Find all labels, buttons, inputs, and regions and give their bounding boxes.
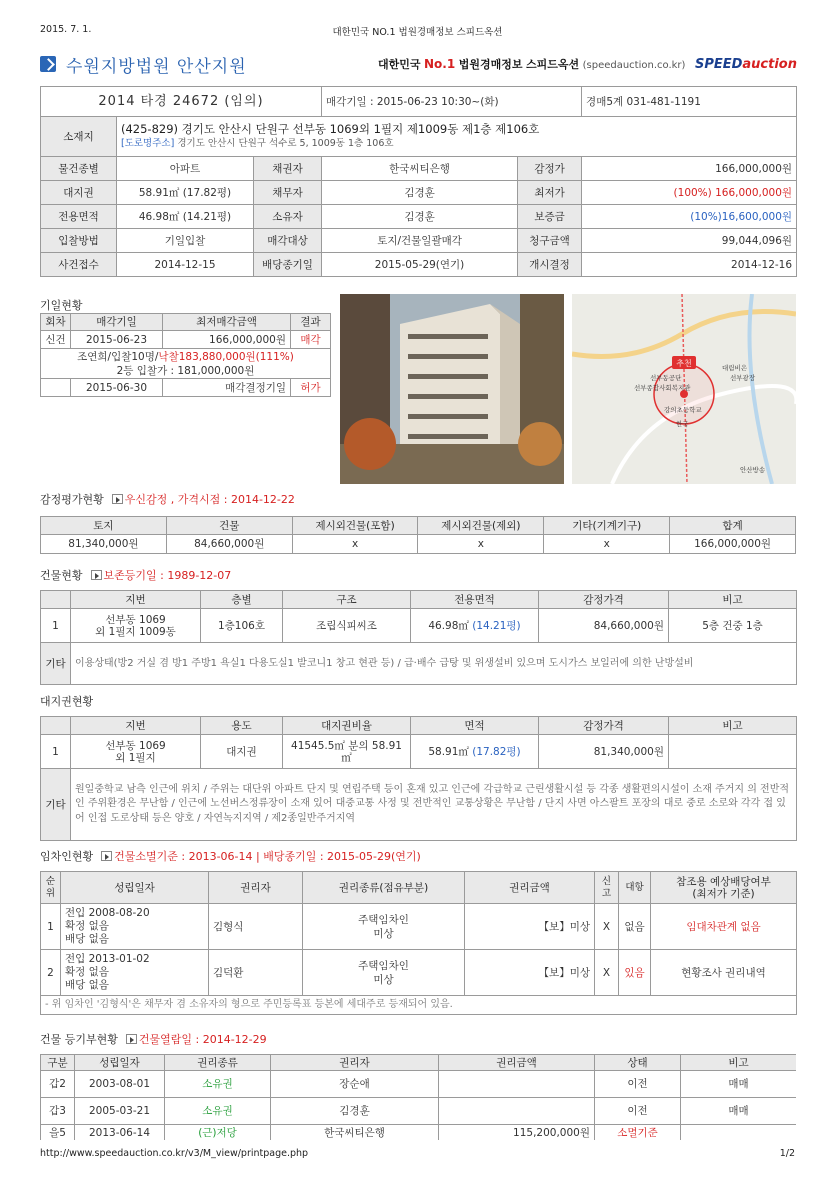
table-row [41, 1071, 797, 1098]
ah-bid-summary [41, 349, 331, 379]
info-value: 한국씨티은행 [322, 157, 518, 181]
info-label: 대지권 [41, 181, 117, 205]
building-title [40, 567, 231, 581]
brand-name: 스피드옥션 [525, 58, 580, 71]
info-row [41, 229, 797, 253]
info-label: 개시결정 [518, 253, 582, 277]
apr-header: 토지 [41, 517, 167, 535]
registry-note: 건물열람일 : 2014-12-29 [138, 1033, 267, 1046]
info-label: 감정가 [518, 157, 582, 181]
bld-area-m2: 46.98㎡ [428, 619, 469, 632]
apr-value: 81,340,000원 [41, 535, 167, 554]
rg-header: 권리종류 [165, 1055, 271, 1071]
info-label: 전용면적 [41, 205, 117, 229]
rg-status: 이전 [595, 1098, 681, 1125]
tn-report: X [595, 904, 619, 950]
map-label: 한국 [676, 420, 689, 428]
land-etc-label: 기타 [41, 769, 71, 841]
land-h-remark: 비고 [669, 717, 797, 735]
rg-header: 비고 [681, 1055, 797, 1071]
info-value: 김경훈 [322, 181, 518, 205]
ah-amount: 매각결정기일 [163, 379, 291, 397]
rg-amount: 115,200,000원 [439, 1125, 595, 1141]
info-label: 물건종별 [41, 157, 117, 181]
bld-remark: 5층 건중 1층 [669, 609, 797, 643]
info-value: 기일입찰 [117, 229, 254, 253]
tn-dates [61, 904, 209, 950]
land-no: 1 [41, 735, 71, 769]
appraisal-note: 우신감정 , 가격시점 : 2014-12-22 [124, 493, 295, 506]
tenants-note: 건물소멸기준 : 2013-06-14 | 배당종기일 : 2015-05-29(연기) [114, 850, 421, 863]
ah-amount: 166,000,000원 [163, 331, 291, 349]
info-label: 최저가 [518, 181, 582, 205]
info-label: 매각대상 [254, 229, 322, 253]
info-row [41, 181, 797, 205]
rg-type: 갑3 [41, 1098, 75, 1125]
land-table [40, 716, 796, 841]
print-title: 대한민국 NO.1 법원경매정보 스피드옥션 [332, 27, 503, 38]
tn-h-report: 신고 [595, 872, 619, 904]
tn-d1: 전입 2008-08-20 [65, 907, 150, 919]
table-row [41, 904, 797, 950]
location-map-image [572, 294, 796, 484]
ah-h-round: 회차 [41, 314, 71, 331]
speed-auction-logo [695, 57, 797, 72]
rg-holder: 장순애 [271, 1071, 439, 1098]
tn-d3: 배당 없음 [65, 933, 109, 945]
page-number: 1/2 [779, 1148, 795, 1159]
tn-h-kind: 권리종류(점유부분) [303, 872, 465, 904]
rg-header: 권리자 [271, 1055, 439, 1071]
tenants-title [40, 848, 421, 862]
info-value: 토지/건물일괄매각 [322, 229, 518, 253]
info-row [41, 157, 797, 181]
info-label: 입찰방법 [41, 229, 117, 253]
bld-area-py: (14.21평) [472, 619, 521, 632]
land-h-no [41, 717, 71, 735]
address: (425-829) 경기도 안산시 단원구 선부동 1069외 1필지 제1009동 제1층 제106호 [121, 122, 540, 136]
registry-title [40, 1031, 267, 1045]
land-h-price: 감정가격 [539, 717, 669, 735]
apr-value: x [544, 535, 670, 554]
rg-header: 상태 [595, 1055, 681, 1071]
tn-holder: 김형식 [209, 904, 303, 950]
road-address-tag[interactable]: [도로명주소] [121, 138, 175, 149]
auction-history [40, 313, 330, 397]
rg-remark: 매매 [681, 1071, 797, 1098]
tn-h-date: 성립일자 [61, 872, 209, 904]
ah-date: 2015-06-23 [71, 331, 163, 349]
tn-kind-cell [303, 904, 465, 950]
info-value: (100%) 166,000,000원 [582, 181, 797, 205]
appraisal-label: 감정평가현황 [40, 493, 104, 506]
expand-icon[interactable] [101, 851, 112, 861]
land-area [411, 735, 539, 769]
tn-d1: 전입 2013-01-02 [65, 953, 150, 965]
bld-floor: 1층106호 [201, 609, 283, 643]
court-title [40, 52, 340, 76]
map-label: 강의초등학교 [664, 406, 702, 414]
rg-kind: 소유권 [165, 1098, 271, 1125]
table-row [41, 1098, 797, 1125]
brand-site: (speedauction.co.kr) [582, 60, 686, 71]
info-value: 2014-12-16 [582, 253, 797, 277]
bld-lot-a: 선부동 1069 [105, 613, 166, 626]
rg-type: 을5 [41, 1125, 75, 1141]
tn-kind: 주택임차인 [358, 959, 409, 972]
expand-icon[interactable] [91, 570, 102, 580]
tenants-label: 임차인현황 [40, 850, 94, 863]
ah-second: 2등 입찰가 : 181,000,000원 [116, 364, 255, 377]
info-row [41, 205, 797, 229]
rg-amount [439, 1098, 595, 1125]
apr-header: 합계 [670, 517, 796, 535]
bld-h-price: 감정가격 [539, 591, 669, 609]
tn-note: - 위 임차인 '김형식'은 채무자 겸 소유자의 형으로 주민등록표 등본에 세대주로 등재되어 있음. [41, 996, 797, 1015]
info-value: 99,044,096원 [582, 229, 797, 253]
apr-header: 건물 [166, 517, 292, 535]
ah-result: 허가 [291, 379, 331, 397]
tn-h-opp: 대항 [619, 872, 651, 904]
rg-status: 이전 [595, 1071, 681, 1098]
table-row [41, 379, 331, 397]
tn-no: 2 [41, 950, 61, 996]
appraisal-table [40, 516, 796, 554]
case-number: 2014 타경 24672 (임의) [41, 87, 322, 117]
building-label: 건물현황 [40, 569, 83, 582]
page-footer [40, 1148, 795, 1162]
ah-bid-b: 낙찰183,880,000원(111%) [158, 350, 294, 363]
table-row [41, 950, 797, 996]
land-lot-a: 선부동 1069 [105, 739, 166, 752]
land-h-use: 용도 [201, 717, 283, 735]
brand-prefix: 대한민국 [377, 58, 421, 71]
apr-header: 제시외건물(포함) [292, 517, 418, 535]
sale-date: 매각기일 : 2015-06-23 10:30~(화) [322, 87, 582, 117]
info-value: 김경훈 [322, 205, 518, 229]
bld-lot [71, 609, 201, 643]
map-label: 선부종합사회복지관 [634, 384, 691, 392]
info-value: 58.91㎡ (17.82평) [117, 181, 254, 205]
bld-h-remark: 비고 [669, 591, 797, 609]
brand-logo [378, 56, 797, 74]
tn-h-ref [651, 872, 797, 904]
land-area-py: (17.82평) [472, 745, 521, 758]
table-row [41, 609, 797, 643]
location [117, 117, 797, 157]
land-area-m2: 58.91㎡ [428, 745, 469, 758]
expand-icon[interactable] [112, 494, 123, 504]
info-label: 보증금 [518, 205, 582, 229]
logo-speed: SPEED [694, 57, 743, 72]
rg-remark [681, 1125, 797, 1141]
auction-history-title: 기일현황 [40, 299, 83, 312]
bld-price: 84,660,000원 [539, 609, 669, 643]
info-label: 청구금액 [518, 229, 582, 253]
table-row [41, 735, 797, 769]
apr-header: 제시외건물(제외) [418, 517, 544, 535]
info-label: 채무자 [254, 181, 322, 205]
land-use: 대지권 [201, 735, 283, 769]
print-date: 2015. 7. 1. [40, 24, 92, 35]
tenants-table [40, 871, 796, 1015]
info-value: (10%)16,600,000원 [582, 205, 797, 229]
tn-h-amount: 권리금액 [465, 872, 595, 904]
info-value: 2015-05-29(연기) [322, 253, 518, 277]
case-info [40, 86, 796, 277]
map-label: 선부광장 [730, 374, 756, 382]
ah-h-amount: 최저매각금액 [163, 314, 291, 331]
apr-value: 84,660,000원 [166, 535, 292, 554]
tn-d2: 확정 없음 [65, 920, 109, 932]
land-ratio: 41545.5㎡ 분의 58.91㎡ [283, 735, 411, 769]
tn-ref: 현황조사 권리내역 [651, 950, 797, 996]
arrow-icon [40, 56, 56, 72]
bld-etc-label: 기타 [41, 643, 71, 685]
ah-date: 2015-06-30 [71, 379, 163, 397]
table-row [41, 331, 331, 349]
rg-holder: 김경훈 [271, 1098, 439, 1125]
info-label: 채권자 [254, 157, 322, 181]
land-h-area: 면적 [411, 717, 539, 735]
tn-opp: 있음 [619, 950, 651, 996]
map-marker: 추천 [676, 359, 692, 368]
apr-value: x [418, 535, 544, 554]
tn-amount: 【보】미상 [465, 950, 595, 996]
tn-d2: 확정 없음 [65, 966, 109, 978]
expand-icon[interactable] [126, 1034, 137, 1044]
location-map[interactable] [572, 294, 796, 484]
bld-area [411, 609, 539, 643]
registry-label: 건물 등기부현황 [40, 1033, 118, 1046]
land-lot [71, 735, 201, 769]
apr-value: x [292, 535, 418, 554]
map-label: 안산방송 [740, 466, 766, 474]
rg-header: 구분 [41, 1055, 75, 1071]
bld-etc: 이용상태(방2 거실 겸 방1 주방1 욕실1 다용도실1 발코니1 창고 현관 등) / 급·배수 급탕 및 위생설비 있으며 도시가스 보일러에 의한 난방설비 [71, 643, 797, 685]
building-photo-image [340, 294, 564, 484]
tn-holder: 김덕환 [209, 950, 303, 996]
table-row [41, 1125, 797, 1141]
land-etc: 원일중학교 남측 인근에 위치 / 주위는 대단위 아파트 단지 및 연립주택 등이 혼재 있고 인근에 각급학교 근린생활시설 등 각종 생활편의시설이 소재 주거지 의 전반적인 주위환경은 무난함 / 인근에 노선버스정류장이 소재 있어 대중교통 사정 및 전반적인 교통상황은 무난함 / 단지 사면 아스팔트 포장의 대로 중로 소로와 각각 접 있어 인접 도로상태 등은 양호 / 자연녹지지역 / 제2종일반주거지역 [71, 769, 797, 841]
tn-h-ref-b: (최저가 기준) [692, 887, 755, 900]
tn-dates [61, 950, 209, 996]
ah-bid-a: 조연희/입찰10명/ [77, 350, 159, 363]
rg-type: 갑2 [41, 1071, 75, 1098]
bld-h-structure: 구조 [283, 591, 411, 609]
bld-h-no [41, 591, 71, 609]
tn-no: 1 [41, 904, 61, 950]
apr-value: 166,000,000원 [670, 535, 796, 554]
bld-h-floor: 층별 [201, 591, 283, 609]
rg-header: 권리금액 [439, 1055, 595, 1071]
ah-round [41, 379, 71, 397]
dept: 경매5계 031-481-1191 [582, 87, 797, 117]
bld-h-area: 전용면적 [411, 591, 539, 609]
land-price: 81,340,000원 [539, 735, 669, 769]
rg-header: 성립일자 [75, 1055, 165, 1071]
court-name: 수원지방법원 안산지원 [66, 57, 247, 77]
appraisal-title [40, 491, 295, 505]
rg-remark: 매매 [681, 1098, 797, 1125]
tn-h-holder: 권리자 [209, 872, 303, 904]
info-row [41, 253, 797, 277]
info-value: 2014-12-15 [117, 253, 254, 277]
land-lot-b: 외 1필지 [115, 751, 156, 764]
tn-amount: 【보】미상 [465, 904, 595, 950]
page-header [40, 24, 795, 38]
rg-kind: (근)저당 [165, 1125, 271, 1141]
registry-table [40, 1054, 796, 1140]
tn-report: X [595, 950, 619, 996]
brand-no1: No.1 [424, 57, 456, 71]
tn-h-no: 순위 [41, 872, 61, 904]
info-label: 배당종기일 [254, 253, 322, 277]
tn-h-ref-a: 참조용 예상배당여부 [676, 875, 771, 888]
tn-part: 미상 [373, 927, 394, 940]
land-remark [669, 735, 797, 769]
bld-lot-b: 외 1필지 1009동 [95, 625, 176, 638]
info-value: 166,000,000원 [582, 157, 797, 181]
tn-d3: 배당 없음 [65, 979, 109, 991]
building-table [40, 590, 796, 685]
ah-h-result: 결과 [291, 314, 331, 331]
land-h-lot: 지번 [71, 717, 201, 735]
page-url[interactable]: http://www.speedauction.co.kr/v3/M_view/printpage.php [40, 1148, 309, 1159]
building-photo[interactable] [340, 294, 564, 484]
tn-kind: 주택임차인 [358, 913, 409, 926]
info-value: 46.98㎡ (14.21평) [117, 205, 254, 229]
building-note: 보존등기일 : 1989-12-07 [103, 569, 232, 582]
ah-h-date: 매각기일 [71, 314, 163, 331]
map-label: 대림비은 [722, 364, 748, 372]
rg-amount [439, 1071, 595, 1098]
ah-result: 매각 [291, 331, 331, 349]
ah-round: 신건 [41, 331, 71, 349]
land-title: 대지권현황 [40, 695, 94, 708]
bld-structure: 조립식피씨조 [283, 609, 411, 643]
rg-date: 2005-03-21 [75, 1098, 165, 1125]
rg-holder: 한국씨티은행 [271, 1125, 439, 1141]
rg-date: 2013-06-14 [75, 1125, 165, 1141]
tn-part: 미상 [373, 973, 394, 986]
tn-kind-cell [303, 950, 465, 996]
rg-status: 소멸기준 [595, 1125, 681, 1141]
rg-date: 2003-08-01 [75, 1071, 165, 1098]
logo-auction: auction [742, 57, 797, 72]
apr-header: 기타(기계기구) [544, 517, 670, 535]
tn-opp: 없음 [619, 904, 651, 950]
map-label: 선부동공단 [650, 374, 682, 382]
info-label: 소유자 [254, 205, 322, 229]
bld-h-lot: 지번 [71, 591, 201, 609]
bld-no: 1 [41, 609, 71, 643]
road-address: 경기도 안산시 단원구 석수로 5, 1009동 1층 106호 [177, 138, 394, 149]
location-label: 소재지 [41, 117, 117, 157]
land-h-ratio: 대지권비율 [283, 717, 411, 735]
rg-kind: 소유권 [165, 1071, 271, 1098]
brand-middle: 법원경매정보 [458, 58, 523, 71]
info-value: 아파트 [117, 157, 254, 181]
tn-ref: 임대차관계 없음 [651, 904, 797, 950]
info-label: 사건접수 [41, 253, 117, 277]
